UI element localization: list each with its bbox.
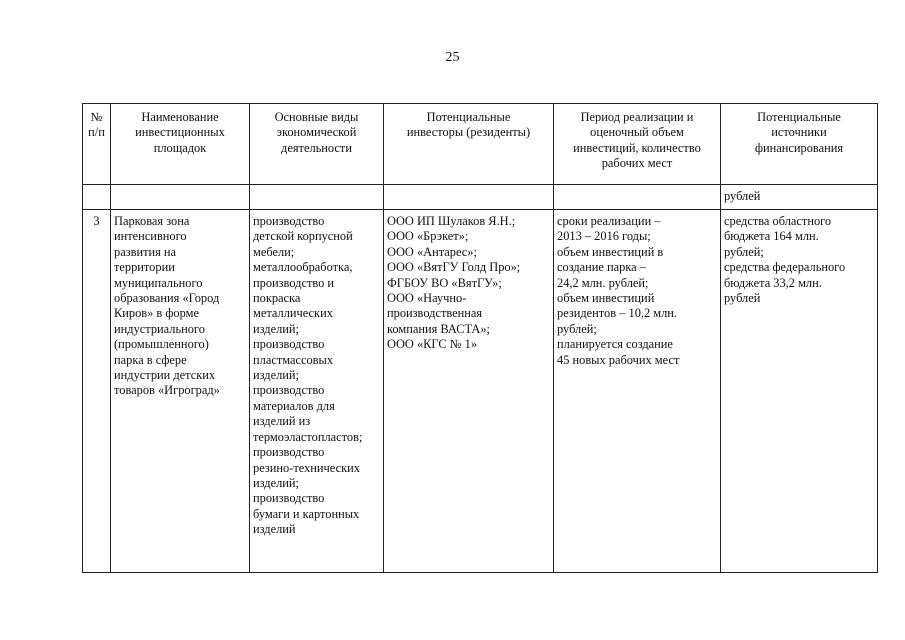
row-number: 3 (83, 210, 111, 573)
carryover-cell (554, 185, 721, 210)
header-investors: Потенциальные инвесторы (резиденты) (384, 104, 554, 185)
site-name-cell: Парковая зона интенсивного развития на территории муниципального образования «Город Киров» в форме индустриального (промышленного) парка в сфере индустрии детских товаров «Игроград» (111, 210, 250, 573)
carryover-row (83, 185, 878, 210)
investors-cell: ООО ИП Шулаков Я.Н.; ООО «Брэкет»; ООО «Антарес»; ООО «ВятГУ Голд Про»; ФГБОУ ВО «ВятГУ»; ООО «Научно- производственная компания ВАСТА»; ООО «КГС № 1» (384, 210, 554, 573)
period-cell: сроки реализации – 2013 – 2016 годы; объем инвестиций в создание парка – 24,2 млн. рублей; объем инвестиций резидентов – 10,2 млн. рублей; планируется создание 45 новых рабочих мест (554, 210, 721, 573)
header-sources: Потенциальные источники финансирования (721, 104, 878, 185)
table-row (83, 210, 878, 573)
page-number: 25 (445, 50, 460, 65)
activities-cell: производство детской корпусной мебели; металлообработка, производство и покраска металлических изделий; производство пластмассовых изделий; производство материалов для изделий из термоэластопластов; производство резино-технических изделий; производство бумаги и картонных изделий (250, 210, 384, 573)
header-number: № п/п (83, 104, 111, 185)
header-activities: Основные виды экономической деятельности (250, 104, 384, 185)
sources-cell: средства областного бюджета 164 млн. рублей; средства федерального бюджета 33,2 млн. рублей (721, 210, 878, 573)
carryover-cell (384, 185, 554, 210)
carryover-cell (250, 185, 384, 210)
carryover-cell (83, 185, 111, 210)
table-header-row (83, 104, 878, 185)
investment-sites-table (82, 103, 878, 573)
carryover-cell (111, 185, 250, 210)
header-period: Период реализации и оценочный объем инвестиций, количество рабочих мест (554, 104, 721, 185)
header-site-name: Наименование инвестиционных площадок (111, 104, 250, 185)
carryover-cell: рублей (721, 185, 878, 210)
